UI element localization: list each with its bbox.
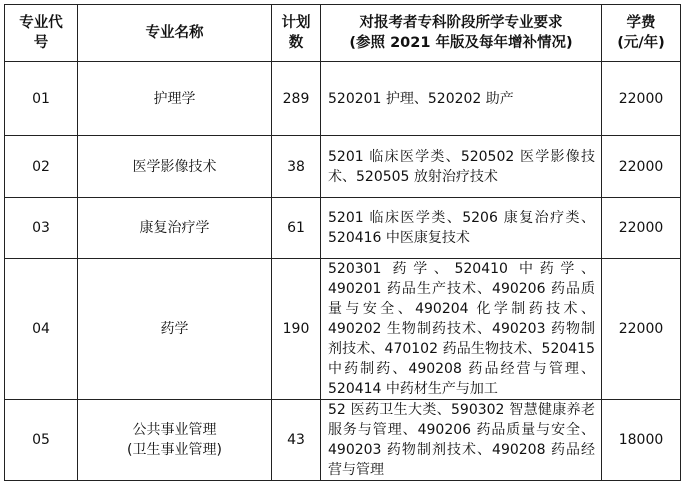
cell-plan-count: 190	[272, 259, 321, 400]
table-row	[5, 136, 681, 198]
cell-requirement: 520201 护理、520202 助产	[321, 62, 602, 136]
cell-tuition: 22000	[602, 259, 681, 400]
cell-requirement: 520301 药学、520410 中药学、490201 药品生产技术、490206 药品质量与安全、490204 化学制药技术、490202 生物制药技术、490203 药物制剂技术、470102 药品生物技术、520415 中药制药、490208 药品经营与管理、520414 中药材生产与加工	[321, 259, 602, 400]
cell-major-code: 04	[5, 259, 78, 400]
header-requirement: 对报考者专科阶段所学专业要求 (参照 2021 年版及每年增补情况)	[321, 5, 602, 62]
cell-major-code: 05	[5, 400, 78, 481]
table-row	[5, 198, 681, 259]
cell-tuition: 22000	[602, 62, 681, 136]
cell-major-name: 医学影像技术	[78, 136, 272, 198]
header-major-code: 专业代 号	[5, 5, 78, 62]
enrollment-table	[4, 4, 681, 481]
cell-major-code: 03	[5, 198, 78, 259]
cell-requirement: 5201 临床医学类、520502 医学影像技术、520505 放射治疗技术	[321, 136, 602, 198]
cell-plan-count: 43	[272, 400, 321, 481]
cell-major-name: 康复治疗学	[78, 198, 272, 259]
cell-tuition: 22000	[602, 136, 681, 198]
cell-requirement: 5201 临床医学类、5206 康复治疗类、520416 中医康复技术	[321, 198, 602, 259]
cell-major-code: 02	[5, 136, 78, 198]
cell-major-name: 护理学	[78, 62, 272, 136]
table-row	[5, 62, 681, 136]
cell-major-name: 公共事业管理 (卫生事业管理)	[78, 400, 272, 481]
cell-plan-count: 38	[272, 136, 321, 198]
header-plan-count: 计划 数	[272, 5, 321, 62]
cell-tuition: 18000	[602, 400, 681, 481]
header-tuition: 学费 (元/年)	[602, 5, 681, 62]
cell-major-code: 01	[5, 62, 78, 136]
table-row	[5, 400, 681, 481]
cell-requirement: 52 医药卫生大类、590302 智慧健康养老服务与管理、490206 药品质量与安全、490203 药物制剂技术、490208 药品经营与管理	[321, 400, 602, 481]
table-row	[5, 259, 681, 400]
header-row	[5, 5, 681, 62]
cell-major-name: 药学	[78, 259, 272, 400]
header-major-name: 专业名称	[78, 5, 272, 62]
cell-plan-count: 61	[272, 198, 321, 259]
cell-plan-count: 289	[272, 62, 321, 136]
cell-tuition: 22000	[602, 198, 681, 259]
